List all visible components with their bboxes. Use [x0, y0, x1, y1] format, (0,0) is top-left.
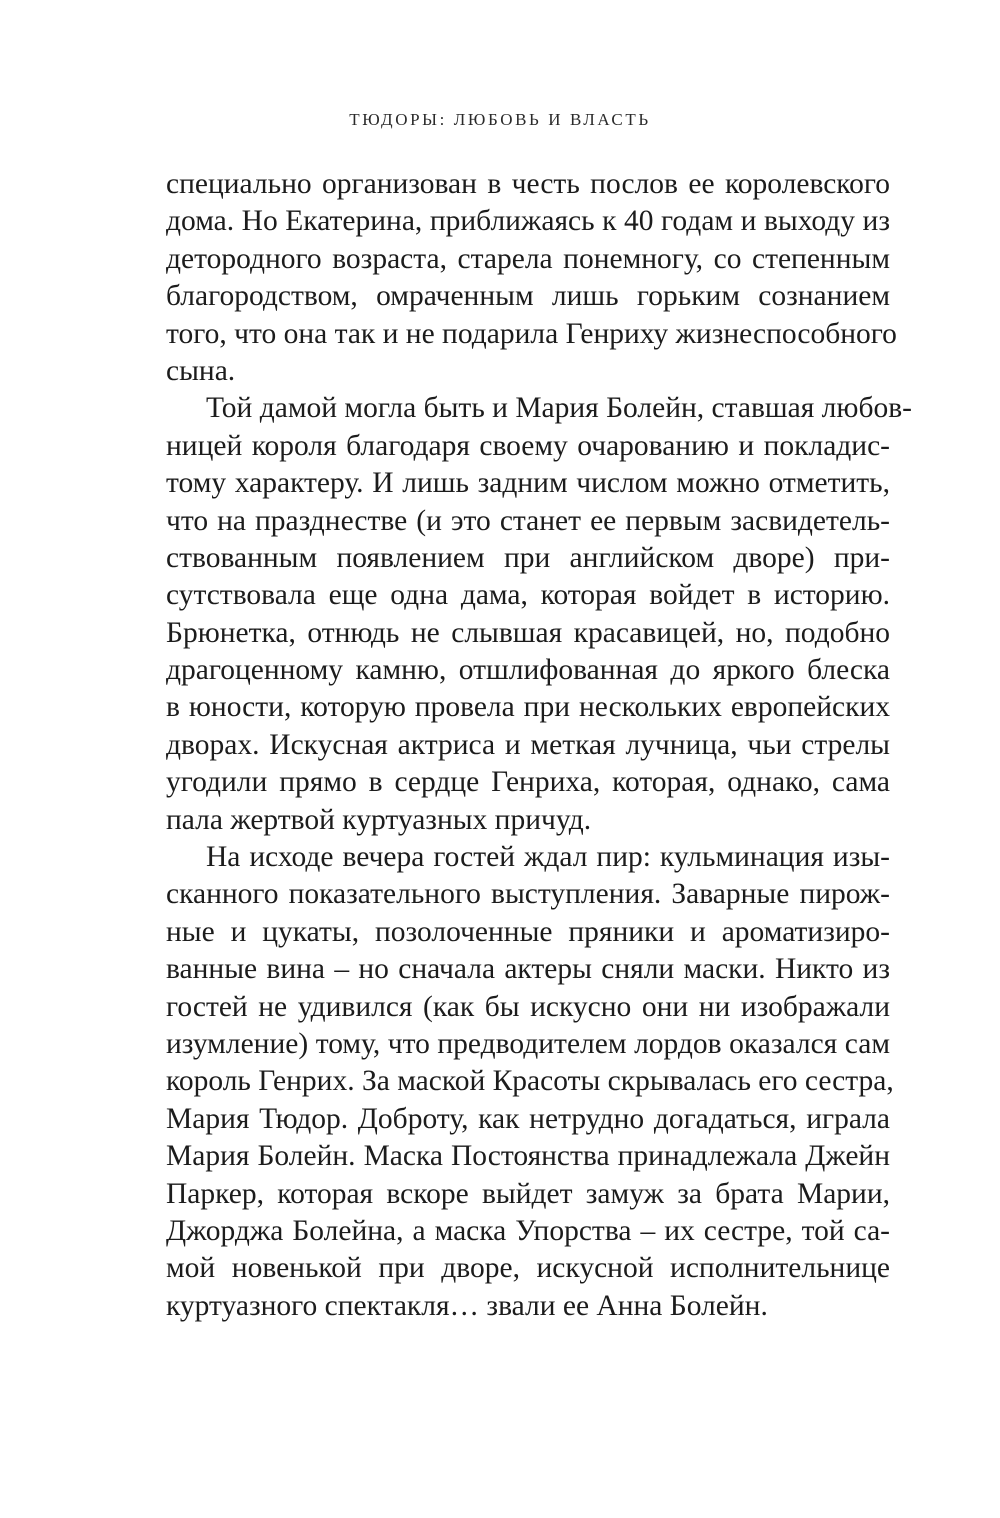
text-line: На исходе вечера гостей ждал пир: кульминация изы- [206, 841, 890, 874]
paragraph [166, 839, 894, 1325]
text-line: ные и цукаты, позолоченные пряники и ароматизиро- [166, 915, 890, 948]
paragraph [166, 166, 897, 390]
text-line: детородного возраста, старела понемногу, со степенным [166, 242, 890, 275]
text-line: сутствовала еще одна дама, которая войдет в историю. [166, 579, 890, 612]
text-line: благородством, омраченным лишь горьким сознанием [166, 280, 890, 313]
text-line: куртуазного спектакля… звали ее Анна Болейн. [166, 1289, 768, 1322]
text-line: дворах. Искусная актриса и меткая лучница, чьи стрелы [166, 728, 890, 761]
text-line: Мария Тюдор. Доброту, как нетрудно догадаться, играла [166, 1102, 890, 1135]
text-line: тому характеру. И лишь задним числом можно отметить, [166, 467, 890, 500]
text-line: ствованным появлением при английском дворе) при- [166, 541, 890, 574]
text-line: ницей короля благодаря своему очарованию и покладис- [166, 429, 890, 462]
text-line: Паркер, которая вскоре выйдет замуж за брата Марии, [166, 1177, 890, 1210]
text-line: мой новенькой при дворе, искусной исполнительнице [166, 1252, 890, 1285]
running-head: ТЮДОРЫ: ЛЮБОВЬ И ВЛАСТЬ [349, 110, 651, 129]
text-line: пала жертвой куртуазных причуд. [166, 803, 592, 836]
text-line: гостей не удивился (как бы искусно они ни изображали [166, 990, 890, 1023]
text-line: сына. [166, 354, 236, 387]
text-line: сканного показательного выступления. Заварные пирож- [166, 878, 890, 911]
text-line: угодили прямо в сердце Генриха, которая, однако, сама [166, 766, 890, 799]
text-line: Той дамой могла быть и Мария Болейн, ставшая любов- [206, 392, 912, 425]
text-line: Мария Болейн. Маска Постоянства принадлежала Джейн [166, 1140, 890, 1173]
text-line: дома. Но Екатерина, приближаясь к 40 годам и выходу из [166, 205, 890, 238]
text-line: что на празднестве (и это станет ее первым засвидетель- [166, 504, 890, 537]
text-line: ванные вина – но сначала актеры сняли маски. Никто из [166, 953, 890, 986]
text-line: в юности, которую провела при нескольких европейских [166, 691, 890, 724]
text-line: того, что она так и не подарила Генриху жизнеспособного [166, 317, 897, 350]
text-line: драгоценному камню, отшлифованная до яркого блеска [166, 654, 890, 687]
text-line: Джорджа Болейна, а маска Упорства – их сестре, той са- [166, 1214, 890, 1247]
text-line: специально организован в честь послов ее королевского [166, 168, 890, 200]
body-text [166, 166, 912, 1325]
text-line: король Генрих. За маской Красоты скрывалась его сестра, [166, 1065, 894, 1098]
paragraph [166, 390, 912, 839]
text-line: Брюнетка, отнюдь не слывшая красавицей, но, подобно [166, 616, 890, 649]
text-line: изумление) тому, что предводителем лордов оказался сам [166, 1027, 890, 1060]
